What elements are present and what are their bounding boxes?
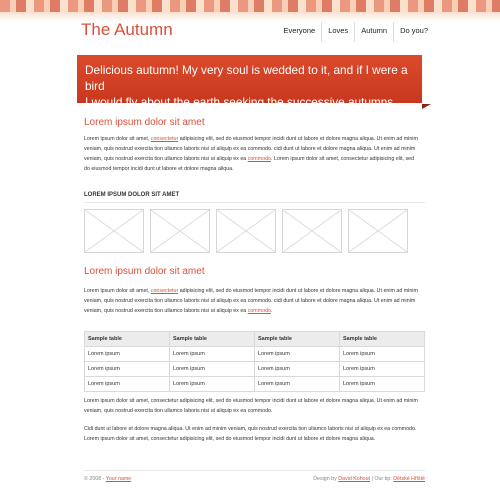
table-row (85, 362, 425, 377)
gallery-thumbnail[interactable] (84, 209, 144, 253)
nav-item-loves[interactable]: Loves (321, 22, 354, 42)
banner-fold-corner (422, 104, 431, 109)
your-name-link[interactable]: Your name (105, 476, 132, 482)
table-row (85, 377, 425, 392)
text: Lorem ipsum dolor sit amet, (84, 288, 151, 294)
text: adipisicing elit, sed do eiusmod tempor incidi dunt ut labore et dolore magna aliqua. Ut enim ad minim veniam, quis nostrud exercita tion ullamco laboris nisi ut aliquip ex ea commodo. cidi dunt ut labore et dolore magna aliqua. Ut enim ad minim veniam, quis nostrud exercita tion ullamco laboris nisi ut aliquip ex ea (84, 288, 418, 314)
table-cell: Lorem ipsum (85, 362, 170, 377)
table-header-cell: Sample table (255, 332, 340, 347)
table-cell: Lorem ipsum (255, 377, 340, 392)
nav-item-everyone[interactable]: Everyone (283, 26, 316, 35)
table-cell: Lorem ipsum (255, 362, 340, 377)
table-row (85, 347, 425, 362)
top-decorative-stripe (0, 0, 500, 12)
gallery-thumbnail[interactable] (348, 209, 408, 253)
table-cell: Lorem ipsum (340, 347, 425, 362)
top-fade (0, 12, 500, 22)
section-1-heading: Lorem ipsum dolor sit amet (84, 117, 205, 128)
gallery-thumbnail[interactable] (150, 209, 210, 253)
table-cell: Lorem ipsum (340, 362, 425, 377)
table-cell: Lorem ipsum (170, 362, 255, 377)
design-by-text: Design by (313, 476, 339, 482)
commodo-link[interactable]: commodo (247, 156, 271, 162)
footer-credits (313, 476, 425, 482)
table-header-row (85, 332, 425, 347)
table-cell: Lorem ipsum (85, 377, 170, 392)
text: adipisicing elit, sed do eiusmod tempor incidi dunt ut labore et dolore magna aliqua. Ut enim ad minim veniam, quis nostrud exercita tion ullamco laboris nisi ut aliquip ex ea commodo. cidi dunt ut labore et dolore magna aliqua. Ut enim ad minim veniam, quis nostrud exercita tion ullamco laboris nisi ut aliquip ex ea (84, 136, 418, 162)
consectetur-link[interactable]: consectetur (150, 136, 179, 142)
text: . Lorem ipsum dolor sit amet, consectetur adipisicing elit, sed do eiusmod tempor incidi dunt ut labore et dolore magna aliqua. (84, 156, 415, 172)
quote-banner (77, 55, 422, 109)
consectetur-link[interactable]: consectetur (150, 288, 179, 294)
tip-link[interactable]: Dětské Hřiště (393, 476, 425, 482)
image-gallery (84, 209, 408, 253)
table-cell: Lorem ipsum (340, 377, 425, 392)
footer-divider (84, 470, 425, 471)
section-2-heading: Lorem ipsum dolor sit amet (84, 266, 205, 277)
gallery-heading: LOREM IPSUM DOLOR SIT AMET (84, 192, 180, 198)
commodo-link[interactable]: commodo (247, 308, 271, 314)
table-header-cell: Sample table (340, 332, 425, 347)
table-header-cell: Sample table (170, 332, 255, 347)
table-cell: Lorem ipsum (85, 347, 170, 362)
designer-link[interactable]: David Kohout (338, 476, 371, 482)
footer-copyright (84, 476, 131, 482)
section-3-paragraph-2: Cidi dunt ut labore et dolore magna aliqua. Ut enim ad minim veniam, quis nostrud exercita tion ullamco laboris nisi ut aliquip ex ea commodo. Lorem ipsum dolor sit amet, consectetur adipisicing elit, sed do eiusmod tempor incidi dunt ut labore et dolore magna aliqua. (84, 426, 417, 442)
table-cell: Lorem ipsum (255, 347, 340, 362)
gallery-thumbnail[interactable] (216, 209, 276, 253)
text: . (270, 308, 273, 314)
table-cell: Lorem ipsum (170, 347, 255, 362)
banner-line-1: Delicious autumn! My very soul is wedded to it, and if I were a bird (85, 63, 408, 93)
sample-table (84, 331, 425, 392)
nav-item-autumn[interactable]: Autumn (354, 22, 393, 42)
gallery-thumbnail[interactable] (282, 209, 342, 253)
section-1-paragraph (84, 134, 418, 174)
tip-text: | Our tip: (370, 476, 394, 482)
gallery-divider (84, 202, 425, 203)
text: Lorem ipsum dolor sit amet, (84, 136, 151, 142)
section-3-paragraph-1: Lorem ipsum dolor sit amet, consectetur adipisicing elit, sed do eiusmod tempor incidi dunt ut labore et dolore magna aliqua. Ut enim ad minim veniam, quis nostrud exercita tion ullamco laboris nisi ut aliquip ex ea commodo. (84, 398, 418, 414)
table-header-cell: Sample table (85, 332, 170, 347)
main-nav (278, 22, 435, 42)
table-cell: Lorem ipsum (170, 377, 255, 392)
site-logo-title[interactable]: The Autumn (81, 20, 173, 39)
section-2-paragraph (84, 286, 418, 316)
copyright-text: © 2008 - (84, 476, 106, 482)
nav-item-do-you[interactable]: Do you? (393, 22, 434, 42)
banner-line-2: I would fly about the earth seeking the successive autumns. (85, 95, 397, 109)
